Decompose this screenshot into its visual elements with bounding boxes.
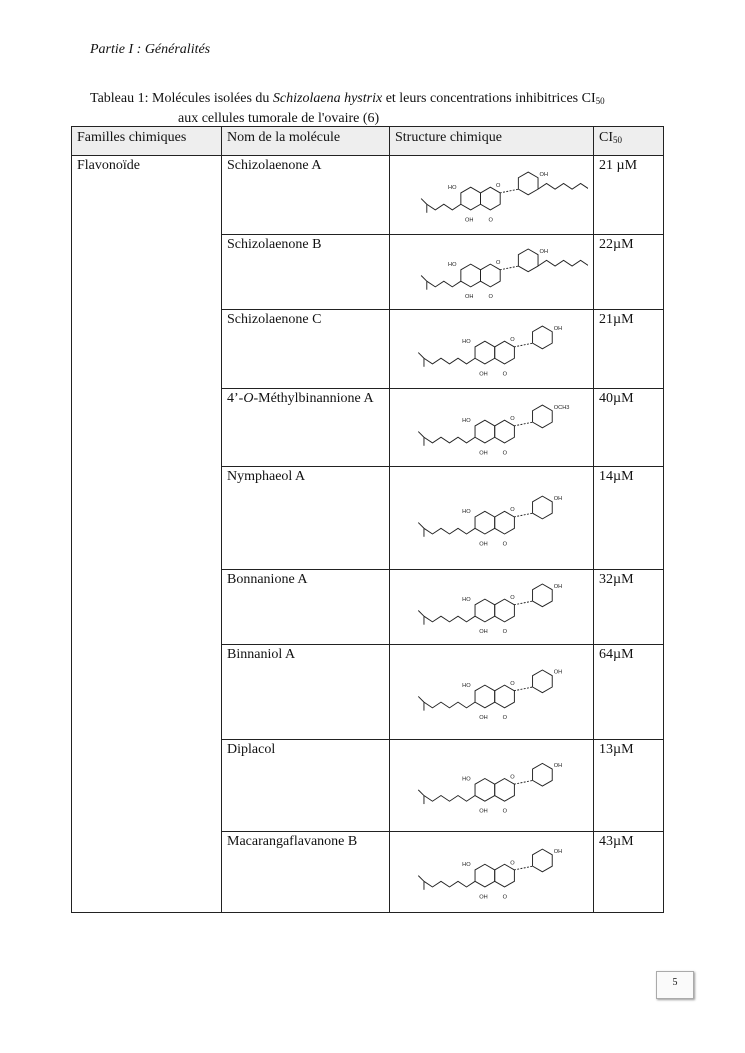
- molecule-name: [222, 740, 390, 832]
- header-ic50-sub: 50: [613, 135, 622, 145]
- header-structure: Structure chimique: [390, 127, 594, 156]
- o-label: O: [502, 894, 508, 901]
- structure-svg: [395, 237, 588, 307]
- phenyl-substituent-label: OH: [553, 325, 563, 332]
- structure-svg: [395, 647, 588, 737]
- molecule-name: [222, 832, 390, 913]
- molecule-name: [222, 234, 390, 309]
- molecule-name: [222, 388, 390, 467]
- oh-label: OH: [479, 449, 488, 456]
- ic50-value: 22µM: [594, 234, 664, 309]
- caption-sub: 50: [595, 96, 605, 106]
- page-header: Partie I : Généralités: [90, 42, 211, 57]
- molecule-name-text: Schizolaenone B: [227, 236, 322, 252]
- phenyl-substituent-label: OH: [553, 670, 563, 677]
- o-ring-label: O: [510, 415, 515, 422]
- ho-label: HO: [447, 185, 457, 192]
- oh-label: OH: [465, 217, 474, 224]
- phenyl-substituent-label: OCH3: [553, 404, 570, 411]
- ic50-value: 32µM: [594, 570, 664, 645]
- header-family: Familles chimiques: [72, 127, 222, 156]
- oh-label: OH: [465, 293, 474, 300]
- chemical-structure: [390, 832, 594, 913]
- molecule-name-text: 4’-: [227, 390, 244, 406]
- molecule-name-text: Nymphaeol A: [227, 469, 306, 485]
- structure-svg: [395, 834, 588, 910]
- page-number: 5: [656, 971, 694, 999]
- o-label: O: [502, 371, 508, 378]
- ho-label: HO: [462, 338, 471, 345]
- structure-svg: [395, 391, 588, 465]
- o-ring-label: O: [510, 774, 515, 781]
- molecule-name-text: Schizolaenone C: [227, 311, 322, 327]
- oh-label: OH: [479, 629, 488, 636]
- ho-label: HO: [462, 862, 471, 869]
- molecule-name: [222, 645, 390, 740]
- structure-svg: [395, 572, 588, 642]
- chemical-structure: [390, 156, 594, 235]
- o-ring-label: O: [496, 183, 501, 190]
- o-ring-label: O: [510, 337, 515, 344]
- molecule-table: [71, 126, 664, 913]
- chemical-structure: [390, 570, 594, 645]
- ho-label: HO: [462, 597, 471, 604]
- ic50-value: 40µM: [594, 388, 664, 467]
- chemical-structure: [390, 645, 594, 740]
- o-ring-label: O: [510, 860, 515, 867]
- structure-svg: [395, 469, 588, 566]
- table-header-row: [72, 127, 664, 156]
- ho-label: HO: [462, 417, 471, 424]
- phenyl-substituent-label: OH: [553, 849, 563, 856]
- caption-species: Schizolaena hystrix: [272, 91, 383, 106]
- molecule-name-text-b: -Méthylbinannione A: [253, 390, 374, 406]
- molecule-name-italic: O: [243, 390, 254, 406]
- oh-label: OH: [479, 371, 488, 378]
- ho-label: HO: [462, 776, 471, 783]
- chemical-structure: [390, 467, 594, 570]
- chemical-structure: [390, 740, 594, 832]
- phenyl-substituent-label: OH: [553, 763, 563, 770]
- ho-label: HO: [462, 509, 471, 516]
- structure-svg: [395, 742, 588, 829]
- o-label: O: [502, 808, 508, 815]
- ic50-value: 43µM: [594, 832, 664, 913]
- ic50-value: 21µM: [594, 309, 664, 388]
- structure-svg: [395, 312, 588, 386]
- molecule-name-text: Macarangaflavanone B: [227, 834, 358, 850]
- phenyl-substituent-label: OH: [553, 496, 563, 503]
- oh-label: OH: [479, 715, 488, 722]
- table-caption: [90, 90, 660, 127]
- o-ring-label: O: [510, 681, 515, 688]
- molecule-name-text: Diplacol: [227, 742, 276, 758]
- o-label: O: [502, 715, 508, 722]
- molecule-name: [222, 467, 390, 570]
- phenyl-substituent-label: OH: [539, 248, 549, 255]
- o-label: O: [488, 217, 493, 224]
- o-ring-label: O: [510, 507, 515, 514]
- table-row: [72, 156, 664, 235]
- o-ring-label: O: [496, 259, 501, 266]
- ho-label: HO: [447, 261, 457, 268]
- oh-label: OH: [479, 808, 488, 815]
- structure-svg: [395, 158, 588, 232]
- oh-label: OH: [479, 541, 488, 548]
- o-label: O: [488, 293, 493, 300]
- chemical-structure: [390, 234, 594, 309]
- ic50-value: 14µM: [594, 467, 664, 570]
- ic50-value: 21 µM: [594, 156, 664, 235]
- o-label: O: [502, 629, 508, 636]
- molecule-name-text: Binnaniol A: [227, 647, 296, 663]
- caption-line2: aux cellules tumorale de l'ovaire (6): [178, 111, 380, 126]
- caption-prefix: Tableau 1: Molécules isolées du: [90, 91, 273, 106]
- molecule-name: [222, 156, 390, 235]
- family-cell: Flavonoïde: [72, 156, 222, 913]
- header-name: Nom de la molécule: [222, 127, 390, 156]
- molecule-name: [222, 309, 390, 388]
- ic50-value: 64µM: [594, 645, 664, 740]
- molecule-name: [222, 570, 390, 645]
- molecule-name-text: Schizolaenone A: [227, 158, 322, 173]
- header-ic50-main: CI: [599, 130, 613, 145]
- o-ring-label: O: [510, 595, 515, 602]
- chemical-structure: [390, 388, 594, 467]
- ic50-value: 13µM: [594, 740, 664, 832]
- chemical-structure: [390, 309, 594, 388]
- o-label: O: [502, 541, 508, 548]
- phenyl-substituent-label: OH: [539, 171, 549, 178]
- o-label: O: [502, 449, 508, 456]
- molecule-name-text: Bonnanione A: [227, 572, 308, 588]
- phenyl-substituent-label: OH: [553, 584, 563, 591]
- ho-label: HO: [462, 683, 471, 690]
- caption-suffix: et leurs concentrations inhibitrices CI: [382, 91, 596, 106]
- oh-label: OH: [479, 894, 488, 901]
- header-ic50: [594, 127, 664, 156]
